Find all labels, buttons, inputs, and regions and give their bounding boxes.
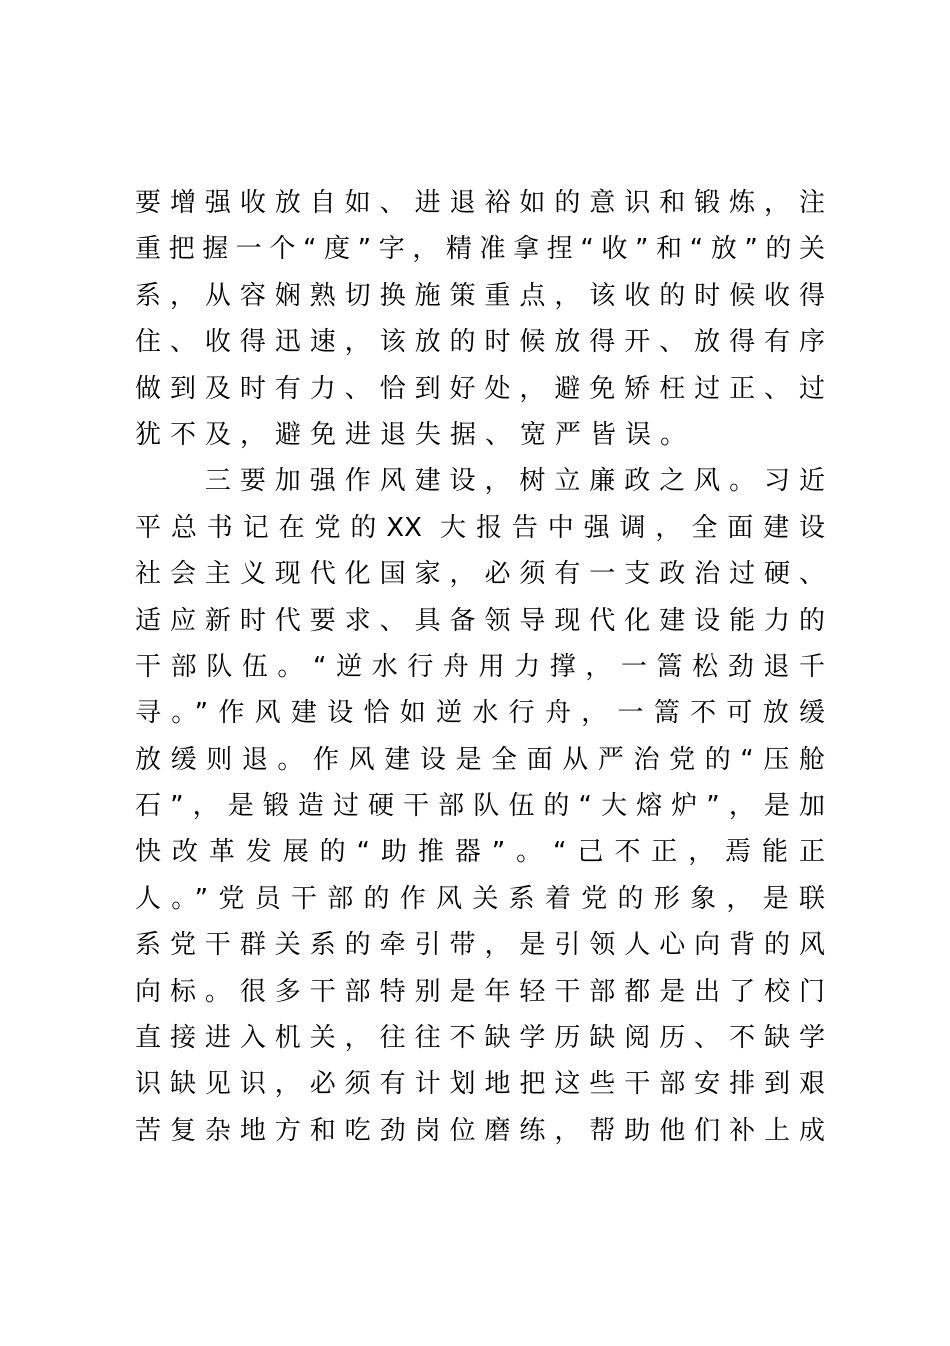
text-line: 重把握一个“度”字，精准拿捏“收”和“放”的关 [135, 234, 825, 265]
text-line: 向标。很多干部特别是年轻干部都是出了校门 [135, 976, 825, 1007]
text-line: 干部队伍。“逆水行舟用力撑，一篙松劲退千 [135, 651, 825, 682]
text-line: 住、收得迅速，该放的时候放得开、放得有序 [135, 327, 825, 358]
text-line: 适应新时代要求、具备领导现代化建设能力的 [135, 605, 825, 636]
text-line: 直接进入机关，往往不缺学历缺阅历、不缺学 [135, 1023, 825, 1054]
text-line: 平总书记在党的XX 大报告中强调，全面建设 [135, 512, 825, 543]
text-line: 人。”党员干部的作风关系着党的形象，是联 [135, 883, 825, 914]
text-line: 系，从容娴熟切换施策重点，该收的时候收得 [135, 280, 825, 311]
text-line: 快改革发展的“助推器”。“己不正，焉能正 [135, 837, 825, 868]
text-line: 要增强收放自如、进退裕如的意识和锻炼，注 [135, 188, 825, 218]
text-line: 石”，是锻造过硬干部队伍的“大熔炉”，是加 [135, 791, 825, 822]
text-line: 寻。”作风建设恰如逆水行舟，一篙不可放缓 [135, 698, 825, 729]
text-line: 苦复杂地方和吃劲岗位磨练，帮助他们补上成 [135, 1115, 825, 1146]
text-line: 识缺见识，必须有计划地把这些干部安排到艰 [135, 1069, 825, 1100]
text-line-paragraph-end: 犹不及，避免进退失据、宽严皆误。 [135, 419, 696, 450]
text-line: 系党干群关系的牵引带，是引领人心向背的风 [135, 930, 825, 961]
text-line: 做到及时有力、恰到好处，避免矫枉过正、过 [135, 373, 825, 404]
text-line: 放缓则退。作风建设是全面从严治党的“压舱 [135, 744, 825, 775]
text-line-paragraph-start: 三要加强作风建设，树立廉政之风。习近 [135, 466, 825, 497]
body-text [135, 180, 825, 1154]
text-line: 社会主义现代化国家，必须有一支政治过硬、 [135, 559, 825, 590]
